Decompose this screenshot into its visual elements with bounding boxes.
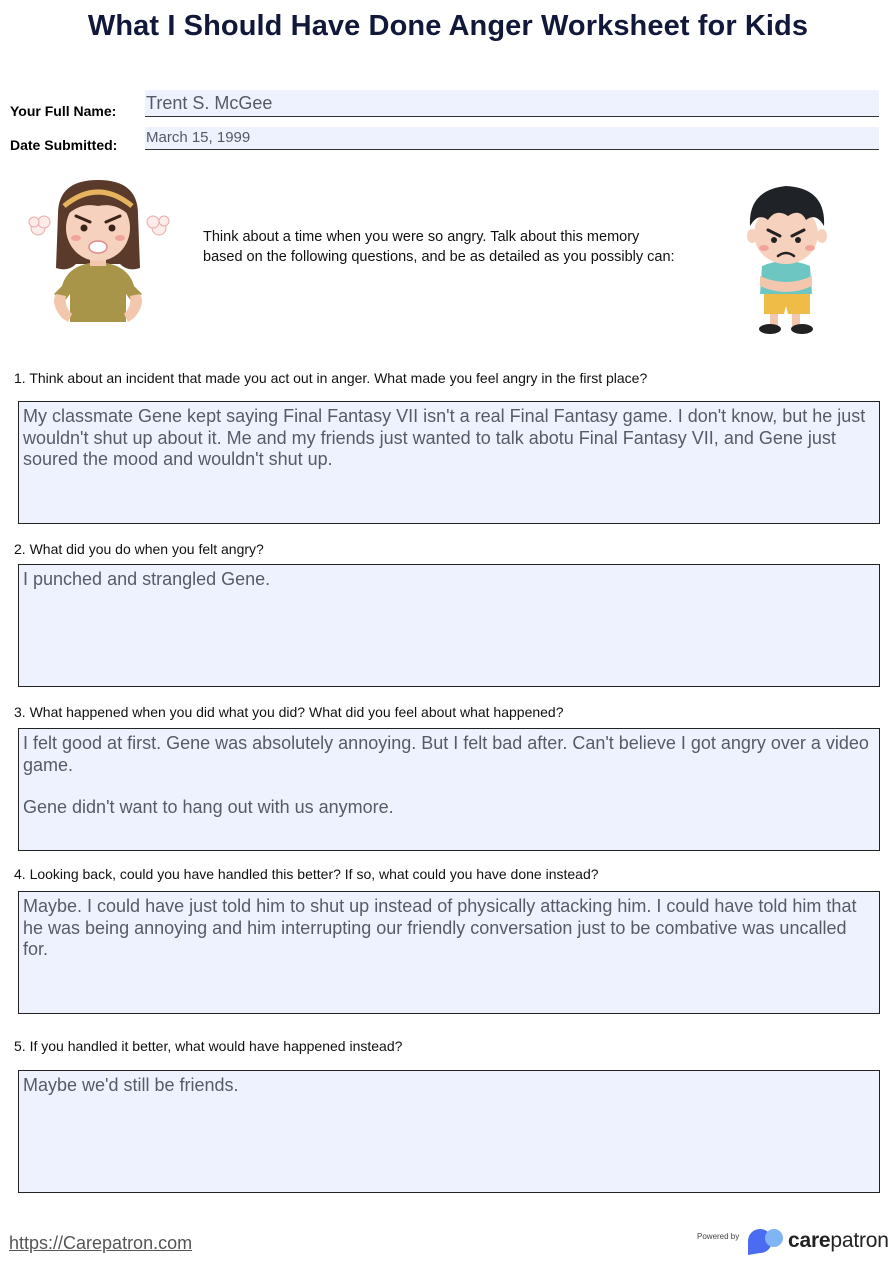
date-label: Date Submitted:	[10, 137, 118, 153]
angry-girl-illustration	[28, 176, 170, 328]
question-2-prompt: 2. What did you do when you felt angry?	[14, 541, 264, 557]
intro-line-1: Think about a time when you were so angry. Talk about this memory	[203, 229, 640, 245]
question-1-prompt: 1. Think about an incident that made you act out in anger. What made you feel angry in the first place?	[14, 370, 648, 386]
question-4-prompt: 4. Looking back, could you have handled this better? If so, what could you have done instead?	[14, 866, 599, 882]
name-label: Your Full Name:	[10, 103, 117, 119]
answer-paragraph: I punched and strangled Gene.	[23, 569, 271, 589]
brand-bold: care	[788, 1229, 831, 1252]
answer-paragraph: Maybe. I could have just told him to shut up instead of physically attacking him. I could have told him that he was being annoying and him interrupting our friendly conversation just to be combative was uncalled for.	[23, 896, 862, 959]
answer-paragraph: I felt good at first. Gene was absolutely annoying. But I felt bad after. Can't believe I got angry over a video game.	[23, 733, 874, 775]
question-1-answer-box[interactable]	[18, 401, 880, 524]
question-3-answer-box[interactable]	[18, 728, 880, 851]
question-4-answer-box[interactable]	[18, 891, 880, 1014]
intro-instructions	[203, 227, 723, 267]
question-5-answer-box[interactable]	[18, 1070, 880, 1193]
carepatron-brand	[788, 1229, 889, 1253]
question-3-prompt: 3. What happened when you did what you did? What did you feel about what happened?	[14, 704, 564, 720]
intro-line-2: based on the following questions, and be as detailed as you possibly can:	[203, 249, 675, 265]
carepatron-logo-icon	[748, 1229, 786, 1255]
name-field[interactable]: Trent S. McGee	[145, 90, 879, 117]
question-5-prompt: 5. If you handled it better, what would have happened instead?	[14, 1038, 403, 1054]
carepatron-link[interactable]: https://Carepatron.com	[9, 1233, 193, 1253]
powered-by-text: Powered by	[697, 1232, 740, 1241]
angry-boy-illustration	[740, 180, 836, 338]
date-field[interactable]: March 15, 1999	[145, 127, 879, 150]
worksheet-title: What I Should Have Done Anger Worksheet for Kids	[87, 10, 809, 42]
answer-paragraph: Maybe we'd still be friends.	[23, 1075, 239, 1095]
answer-paragraph: Gene didn't want to hang out with us anymore.	[23, 797, 394, 817]
brand-rest: patron	[830, 1229, 889, 1252]
answer-paragraph: My classmate Gene kept saying Final Fantasy VII isn't a real Final Fantasy game. I don't know, but he just wouldn't shut up about it. Me and my friends just wanted to talk abotu Final Fantasy VII, and Gene just soured the mood and wouldn't shut up.	[23, 406, 871, 469]
question-2-answer-box[interactable]	[18, 564, 880, 687]
